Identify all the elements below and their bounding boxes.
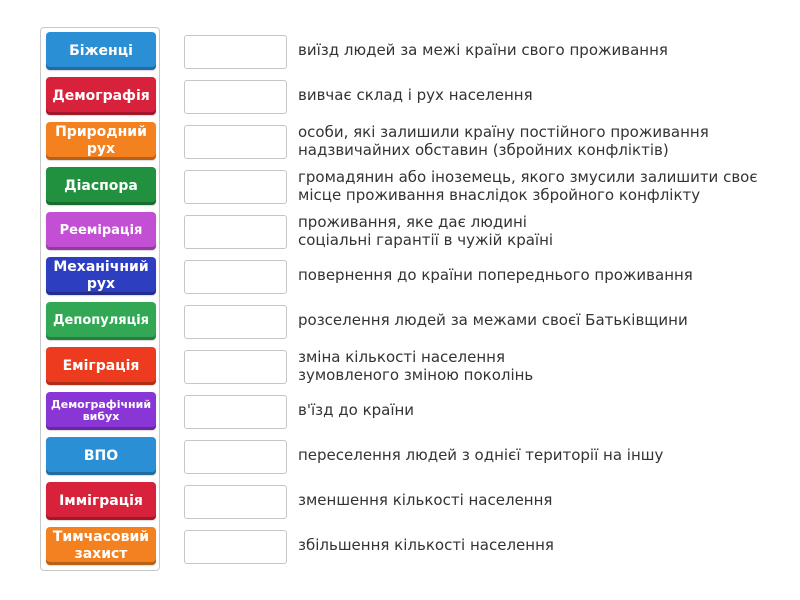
term-tile[interactable]: Депопуляція — [46, 302, 156, 340]
definition-text — [298, 211, 788, 251]
term-tile[interactable] — [46, 392, 156, 430]
term-tile-label: Механічний рух — [53, 259, 149, 292]
definition-text: в'їзд до країни — [298, 401, 415, 419]
answer-drop-slot[interactable] — [184, 215, 287, 249]
answer-drop-slot[interactable] — [184, 170, 287, 204]
answer-drop-slot[interactable] — [184, 395, 287, 429]
term-tile[interactable]: Демографія — [46, 77, 156, 115]
term-tile[interactable] — [46, 257, 156, 295]
answer-drop-slot[interactable] — [184, 305, 287, 339]
answer-drop-slot[interactable] — [184, 125, 287, 159]
term-tile[interactable]: Біженці — [46, 32, 156, 70]
term-tile-label: Тимчасовий захист — [52, 529, 150, 562]
term-tile[interactable]: Діаспора — [46, 167, 156, 205]
definition-text-inner: проживання, яке дає людині соціальні гарантії в чужій країні — [298, 213, 554, 249]
definition-text — [298, 166, 788, 206]
term-tile-label: Природний рух — [55, 124, 147, 157]
definition-text: зменшення кількості населення — [298, 491, 553, 509]
definition-text: розселення людей за межами своєї Батьківщини — [298, 311, 688, 329]
answer-drop-slot[interactable] — [184, 80, 287, 114]
answer-drop-slot[interactable] — [184, 260, 287, 294]
definition-text-inner: громадянин або іноземець, якого змусили залишити своє місце проживання внаслідок збройного конфлікту — [298, 168, 758, 204]
term-tile[interactable]: Еміграція — [46, 347, 156, 385]
definition-text: вивчає склад і рух населення — [298, 86, 533, 104]
definition-text-inner: зміна кількості населення зумовленого зміною поколінь — [298, 348, 534, 384]
term-tile[interactable]: ВПО — [46, 437, 156, 475]
answer-drop-slot[interactable] — [184, 440, 287, 474]
definition-text — [298, 121, 788, 161]
term-tile[interactable] — [46, 122, 156, 160]
term-tile[interactable]: Імміграція — [46, 482, 156, 520]
term-tile[interactable]: Реемірація — [46, 212, 156, 250]
definition-text — [298, 346, 788, 386]
definition-text: виїзд людей за межі країни свого проживання — [298, 41, 668, 59]
answer-drop-slot[interactable] — [184, 35, 287, 69]
term-tile[interactable] — [46, 527, 156, 565]
definition-text: повернення до країни попереднього проживання — [298, 266, 693, 284]
definition-text-inner: особи, які залишили країну постійного проживання надзвичайних обставин (збройних конфліктів) — [298, 123, 709, 159]
answer-drop-slot[interactable] — [184, 485, 287, 519]
answer-drop-slot[interactable] — [184, 350, 287, 384]
definition-text: переселення людей з однієї території на іншу — [298, 446, 664, 464]
definition-text: збільшення кількості населення — [298, 536, 554, 554]
answer-drop-slot[interactable] — [184, 530, 287, 564]
term-tile-label: Демографічний вибух — [50, 398, 152, 423]
